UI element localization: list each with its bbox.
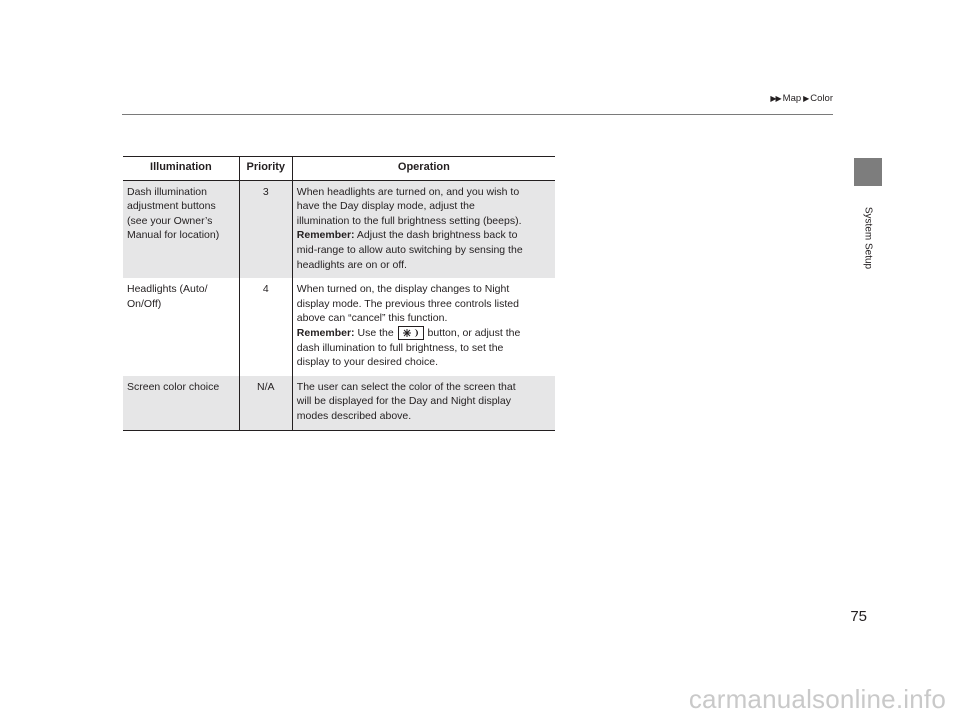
illumination-priority-table	[123, 156, 555, 431]
cell-line: Dash illumination	[127, 185, 207, 198]
illumination-cell	[123, 376, 239, 430]
operation-cell	[292, 278, 555, 376]
header-divider	[122, 114, 833, 115]
cell-line: display to your desired choice.	[296, 356, 439, 369]
remember-text: Adjust the dash brightness back to	[354, 229, 518, 242]
priority-cell: 3	[239, 180, 292, 278]
cell-line: adjustment buttons	[127, 200, 216, 213]
header-priority: Priority	[239, 157, 292, 181]
table-row	[123, 180, 555, 278]
remember-text: button, or adjust the	[424, 326, 521, 339]
breadcrumb	[770, 93, 833, 104]
cell-line: When headlights are turned on, and you wish to	[296, 185, 520, 198]
section-tab-marker	[854, 158, 882, 186]
cell-line: Manual for location)	[127, 229, 220, 242]
cell-line: When turned on, the display changes to Night	[296, 283, 510, 296]
remember-line	[297, 326, 551, 341]
cell-line: headlights are on or off.	[296, 258, 407, 271]
cell-line: above can “cancel” this function.	[296, 312, 448, 325]
priority-cell: N/A	[239, 376, 292, 430]
cell-line: display mode. The previous three controls listed	[296, 297, 519, 310]
section-tab-label: System Setup	[862, 206, 874, 270]
cell-line: dash illumination to full brightness, to set the	[296, 341, 504, 354]
priority-cell: 4	[239, 278, 292, 376]
cell-line: Screen color choice	[127, 380, 220, 393]
operation-cell	[292, 376, 555, 430]
watermark: carmanualsonline.info	[688, 684, 946, 714]
table-row	[123, 278, 555, 376]
header-illumination: Illumination	[123, 157, 239, 181]
remember-text: Use the	[354, 326, 397, 339]
breadcrumb-separator-icon: ▶	[803, 94, 809, 103]
cell-line: mid-range to allow auto switching by sensing the	[296, 243, 523, 256]
breadcrumb-item-map[interactable]: Map	[782, 93, 802, 104]
cell-line: illumination to the full brightness setting (beeps).	[296, 214, 522, 227]
cell-line: The user can select the color of the screen that	[296, 380, 516, 393]
cell-line: modes described above.	[296, 409, 412, 422]
table-header-row	[123, 157, 555, 181]
table-row	[123, 376, 555, 430]
breadcrumb-arrows-icon: ▶▶	[770, 94, 781, 103]
cell-line: have the Day display mode, adjust the	[296, 200, 475, 213]
cell-line: (see your Owner’s	[127, 214, 213, 227]
cell-line: will be displayed for the Day and Night display	[296, 395, 511, 408]
cell-line: On/Off)	[127, 297, 162, 310]
day-night-button-icon	[398, 326, 424, 340]
illumination-cell	[123, 180, 239, 278]
remember-line	[297, 228, 551, 243]
remember-label: Remember:	[296, 326, 355, 339]
cell-line: Headlights (Auto/	[127, 283, 208, 296]
header-operation: Operation	[292, 157, 555, 181]
page-number: 75	[850, 608, 867, 625]
illumination-cell	[123, 278, 239, 376]
breadcrumb-item-color[interactable]: Color	[810, 93, 833, 104]
remember-label: Remember:	[296, 229, 355, 242]
operation-cell	[292, 180, 555, 278]
